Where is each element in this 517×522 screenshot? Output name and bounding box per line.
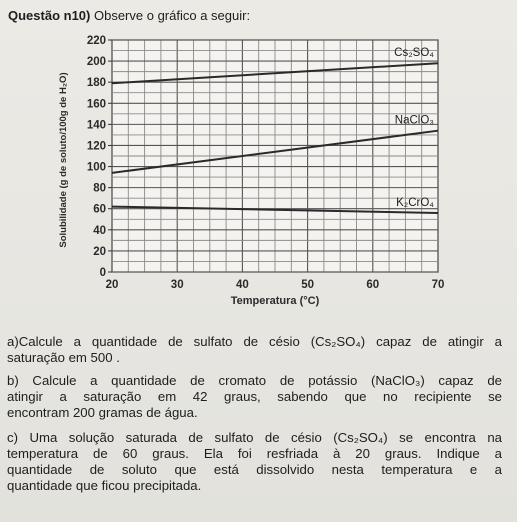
x-tick-label: 50 (301, 279, 314, 291)
question-b-line: encontram 200 gramas de água. (7, 405, 198, 420)
question-b-line: b) Calcule a quantidade de cromato de potássio (NaClO₃) capaz de (7, 373, 502, 388)
y-tick-label: 20 (93, 245, 106, 258)
series-label: NaClO₃ (394, 114, 434, 127)
question-instruction: Observe o gráfico a seguir: (93, 8, 251, 23)
y-tick-label: 180 (86, 77, 106, 90)
x-tick-label: 60 (366, 279, 380, 291)
y-tick-label: 220 (86, 35, 106, 47)
question-c-line: temperatura de 60 graus. Ela foi resfriada à 20 graus. Indique a (7, 446, 502, 461)
y-tick-label: 100 (86, 161, 106, 174)
question-c-line: quantidade que ficou precipitada. (7, 478, 202, 493)
question-c-line: c) Uma solução saturada de sulfato de césio (Cs₂SO₄) se encontra na (7, 430, 502, 445)
question-b (7, 373, 502, 421)
question-c-line: quantidade de soluto que está dissolvido nesta temperatura e a (7, 462, 502, 477)
series-label: Cs₂SO₄ (394, 47, 434, 60)
x-tick-label: 40 (236, 279, 249, 291)
x-tick-label: 20 (105, 279, 119, 291)
series-label: K₂CrO₄ (396, 196, 434, 209)
y-axis-label: Solubilidade (g de soluto/100g de H₂O) (58, 72, 69, 248)
y-tick-label: 120 (86, 140, 106, 153)
x-tick-label: 30 (170, 279, 184, 291)
question-header (8, 8, 250, 23)
question-b-line: atingir a saturação em 42 graus, sabendo que no recipiente se (7, 389, 502, 404)
y-tick-label: 140 (86, 119, 106, 132)
question-a (7, 334, 502, 366)
y-tick-label: 200 (86, 56, 106, 69)
y-tick-label: 40 (93, 224, 106, 237)
question-a-line: saturação em 500 . (7, 350, 120, 365)
x-axis-label: Temperatura (°C) (230, 295, 320, 307)
solubility-chart (0, 28, 517, 328)
question-a-line: a)Calcule a quantidade de sulfato de césio (Cs₂SO₄) capaz de atingir a (7, 334, 502, 349)
question-c (7, 430, 502, 494)
y-tick-label: 60 (93, 203, 106, 216)
x-tick-label: 70 (431, 279, 445, 291)
y-tick-label: 160 (86, 98, 106, 111)
y-tick-label: 80 (93, 182, 106, 195)
question-number: Questão n10) (8, 8, 91, 23)
y-tick-label: 0 (99, 267, 106, 279)
